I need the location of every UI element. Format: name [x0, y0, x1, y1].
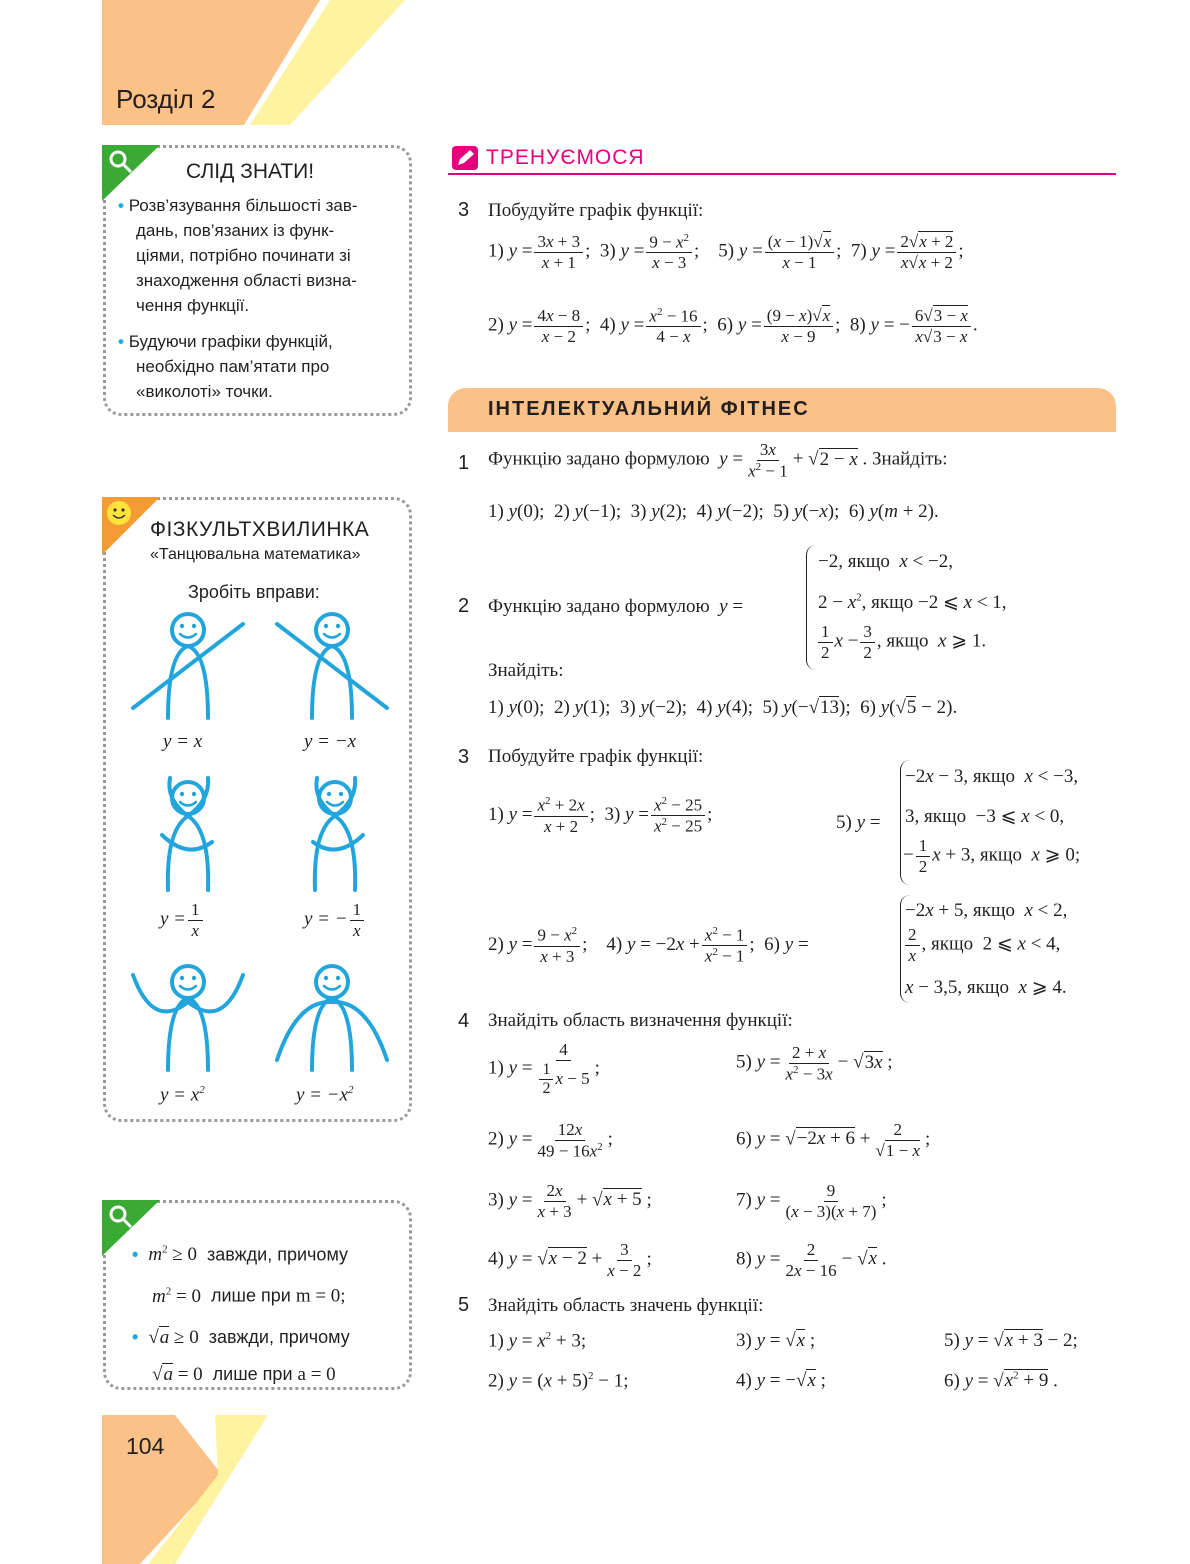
fitnes-task-4-prompt: Знайдіть область визначення функції: — [488, 1010, 793, 1031]
label-y-eq-minus-x-squared: $y = -x^2$ — [296, 1084, 354, 1106]
task-2-case-2: $2 - x^2$, якщо −2 ⩽ x < 1, — [818, 591, 1007, 613]
note-list: • $m^2 \ge 0$ завжди, причому $m^2 = 0$ лише при m = 0; • √a ≥ 0 завжди, причому √a = 0 лише при a = 0 — [132, 1244, 350, 1385]
fitnes-task-5-prompt: Знайдіть область значень функції: — [488, 1295, 764, 1316]
fitnes-task-3-row-1: 1) y = $\frac{x^2 + 2x}{x + 2}$ ; 3) y = $\frac{x^2 - 25}{x^2 - 25}$ ; — [488, 795, 713, 836]
t5-item-4: 4) y = −√x ; — [736, 1370, 826, 1391]
task-3-6-case-1: −2x + 5, якщо x < 2, — [905, 900, 1068, 921]
t5-item-2: 2) $y = (x + 5)^2 - 1$; — [488, 1370, 629, 1392]
task-3-5-label: 5) y = — [836, 812, 881, 833]
page-number: 104 — [126, 1433, 165, 1459]
pencil-icon — [450, 144, 480, 172]
task-3-5-case-2: 3, якщо −3 ⩽ x < 0, — [905, 806, 1065, 827]
task-3-5-case-3: − $\frac{1}{2}$ x + 3, якщо x ⩾ 0; — [903, 836, 1081, 876]
know-item-2: • Будуючи графіки функцій, необхідно пам’ятати про «виколоті» точки. — [118, 332, 333, 401]
figure-y-eq-x-squared — [128, 960, 253, 1080]
task-3-6-case-3: x − 3,5, якщо x ⩾ 4. — [905, 977, 1067, 998]
label-y-eq-minus-1-over-x: y = − $\frac{1}{x}$ — [304, 900, 366, 940]
figure-y-eq-minus-x-squared — [272, 960, 397, 1080]
label-y-eq-1-over-x: y = $\frac{1}{x}$ — [160, 900, 205, 940]
fitnes-task-1-number: 1 — [458, 452, 470, 474]
t5-item-5: 5) y = √x + 3 − 2; — [944, 1330, 1078, 1351]
t4-item-3: 3) y = $\frac{2x}{x + 3}$ + √x + 5 ; — [488, 1181, 652, 1221]
fitnes-task-4-number: 4 — [458, 1010, 470, 1032]
t4-item-1: 1) y = 4 $\frac{1}{2}$ x − 5 ; — [488, 1040, 600, 1097]
fitnes-task-1-items: 1) y(0); 2) y(−1); 3) y(2); 4) y(−2); 5) y(−x); 6) y(m + 2). — [488, 501, 939, 522]
fitness-title: ФІЗКУЛЬТХВИЛИНКА — [150, 518, 370, 541]
section-title: Розділ 2 — [116, 84, 216, 114]
t5-item-6: 6) $y = √x^2 + 9$ . — [944, 1370, 1058, 1392]
fitnes-task-3-number: 3 — [458, 746, 470, 768]
task-3-6-case-2: $\frac{2}{x}$ , якщо 2 ⩽ x < 4, — [903, 925, 1060, 965]
fitnes-task-5-number: 5 — [458, 1294, 470, 1316]
figure-y-eq-1-over-x — [140, 770, 240, 900]
train-underline — [448, 173, 1116, 175]
task-3-5-case-1: −2x − 3, якщо x < −3, — [905, 766, 1079, 787]
task-2-case-3: $\frac{1}{2}$ x − $\frac{3}{2}$ , якщо x ⩾ 1. — [816, 622, 986, 662]
t4-item-2: 2) y = $\frac{12x}{49 - 16x^2}$ ; — [488, 1120, 613, 1161]
fitness-prompt: Зробіть вправи: — [188, 582, 320, 602]
t4-item-6: 6) y = √−2x + 6 + $\frac{2}{√1 - x}$ ; — [736, 1120, 931, 1160]
fitnes-task-2-number: 2 — [458, 595, 470, 617]
label-y-eq-x-squared: $y = x^2$ — [160, 1084, 205, 1106]
fitnes-task-3-row-2: 2) y = $\frac{9 - x^2}{x + 3}$ ; 4) y = −2x + $\frac{x^2 - 1}{x^2 - 1}$ ; 6) y = — [488, 925, 809, 966]
figure-y-eq-x — [128, 608, 253, 728]
fitnes-task-2-prompt: Функцію задано формулою y = — [488, 596, 744, 617]
train-task-3-prompt: Побудуйте графік функції: — [488, 200, 704, 221]
fitnes-task-3-prompt: Побудуйте графік функції: — [488, 746, 704, 767]
t4-item-8: 8) y = $\frac{2}{2x - 16}$ − √x . — [736, 1240, 887, 1280]
figure-y-eq-minus-x — [272, 608, 397, 728]
fitness-subtitle: «Танцювальна математика» — [150, 546, 361, 563]
t4-item-7: 7) y = $\frac{9}{(x - 3)(x + 7)}$ ; — [736, 1181, 887, 1221]
train-heading: ТРЕНУЄМОСЯ — [486, 146, 645, 169]
fitnes-task-1: Функцію задано формулою y = $\frac{3x}{x^2 - 1}$ + √2 − x . Знайдіть: — [488, 440, 948, 481]
t4-item-5: 5) y = $\frac{2 + x}{x^2 - 3x}$ − √3x ; — [736, 1043, 893, 1084]
t5-item-1: 1) $y = x^2 + 3$; — [488, 1330, 587, 1352]
fitnes-task-2-items: 1) y(0); 2) y(1); 3) y(−2); 4) y(4); 5) y(−√13); 6) y(√5 − 2). — [488, 697, 958, 718]
figure-y-eq-minus-1-over-x — [285, 770, 385, 900]
label-y-eq-minus-x: y = −x — [304, 731, 357, 752]
know-box-list — [118, 193, 403, 404]
train-row-2: 2) y = $\frac{4x - 8}{x - 2}$ ; 4) y = $\frac{x^2 - 16}{4 - x}$ ; 6) y = $\frac{(9 - x)√x}{x - 9}$ ; 8) y = − $\frac{6√3 - x}{x√3 - x}$ . — [488, 306, 978, 347]
t4-item-4: 4) y = √x − 2 + $\frac{3}{x - 2}$ ; — [488, 1240, 652, 1280]
fitnes-task-2-find: Знайдіть: — [488, 660, 564, 681]
know-box-title: СЛІД ЗНАТИ! — [186, 160, 315, 183]
train-task-3-number: 3 — [458, 199, 470, 221]
know-item-1: • Розв’язування більшості зав- дань, пов’язаних із функ- ціями, потрібно починати зі знаходження області визна- чення функції. — [118, 196, 358, 315]
t5-item-3: 3) y = √x ; — [736, 1330, 816, 1351]
task-2-case-1: −2, якщо x < −2, — [818, 551, 953, 572]
train-row-1: 1) y = $\frac{3x + 3}{x + 1}$ ; 3) y = $\frac{9 - x^2}{x - 3}$ ; 5) y = $\frac{(x - 1)√x}{x - 1}$ ; 7) y = $\frac{2√x + 2}{x√x + 2}$ ; — [488, 232, 964, 273]
fitnes-heading: ІНТЕЛЕКТУАЛЬНИЙ ФІТНЕС — [488, 398, 810, 420]
label-y-eq-x: y = x — [163, 731, 203, 752]
